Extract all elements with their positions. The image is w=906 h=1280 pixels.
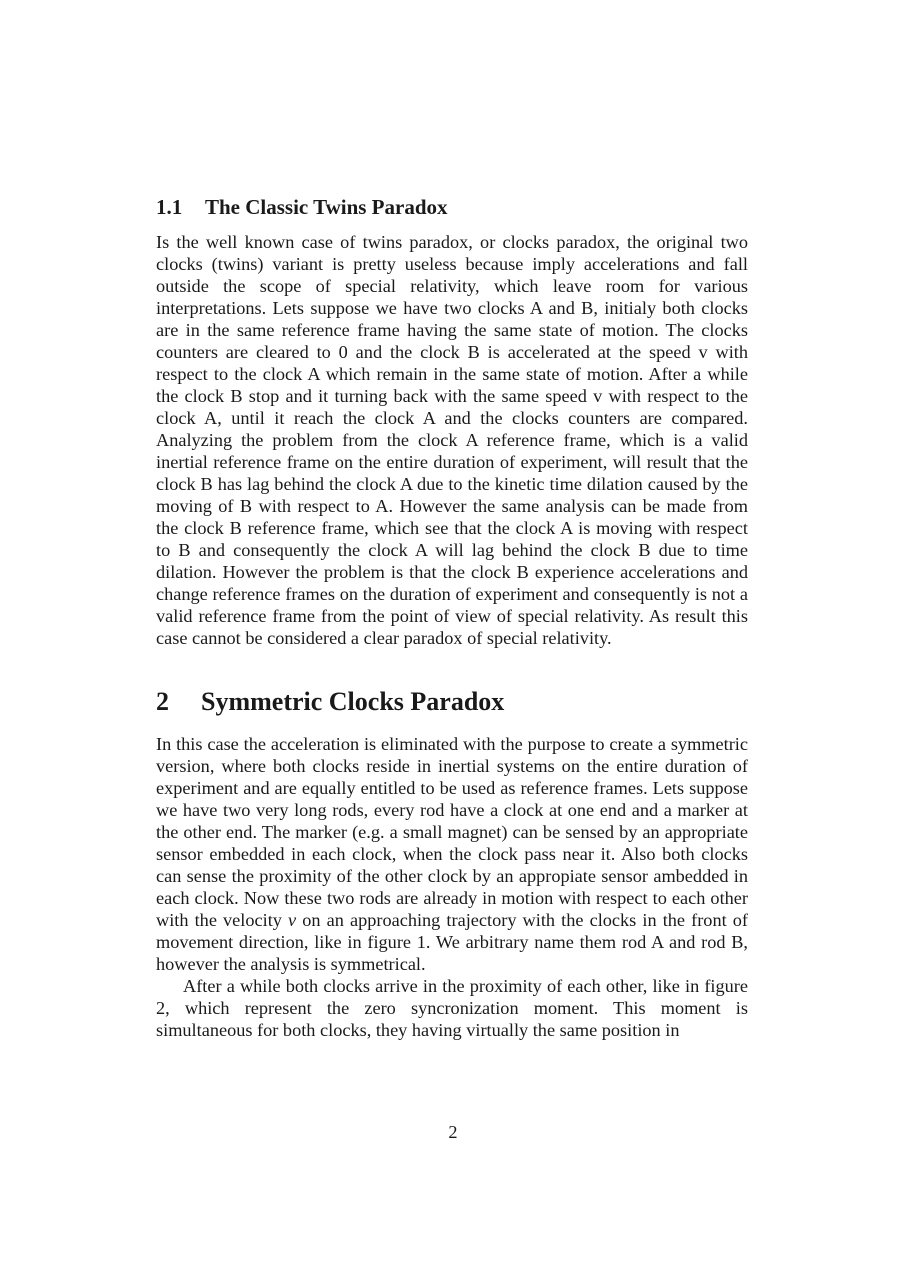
page-number: 2	[448, 1122, 458, 1142]
velocity-symbol: v	[288, 910, 297, 930]
subsection-heading	[156, 193, 748, 221]
paragraph-text: on an approaching trajectory with the clocks in the front of movement direction, like in figure 1. We arbitrary name them rod A and rod B, however the analysis is symmetrical.	[156, 910, 748, 974]
section-heading	[156, 685, 748, 719]
section-paragraph-1	[156, 733, 748, 975]
subsection-paragraph: Is the well known case of twins paradox, or clocks paradox, the original two clocks (twins) variant is pretty useless because imply accelerations and fall outside the scope of special relativity, which leave room for various interpretations. Lets suppose we have two clocks A and B, initialy both clocks are in the same reference frame having the same state of motion. The clocks counters are cleared to 0 and the clock B is accelerated at the speed v with respect to the clock A which remain in the same state of motion. After a while the clock B stop and it turning back with the same speed v with respect to the clock A, until it reach the clock A and the clocks counters are compared. Analyzing the problem from the clock A reference frame, which is a valid inertial reference frame on the entire duration of experiment, will result that the clock B has lag behind the clock A due to the kinetic time dilation caused by the moving of B with respect to A. However the same analysis can be made from the clock B reference frame, which see that the clock A is moving with respect to B and consequently the clock A will lag behind the clock B due to time dilation. However the problem is that the clock B experience accelerations and change reference frames on the duration of experiment and consequently is not a valid reference frame from the point of view of special relativity. As result this case cannot be considered a clear paradox of special relativity.	[156, 232, 748, 648]
subsection-title: The Classic Twins Paradox	[205, 195, 448, 219]
subsection-number: 1.1	[156, 195, 183, 219]
paragraph-text: In this case the acceleration is eliminated with the purpose to create a symmetric version, where both clocks reside in inertial systems on the entire duration of experiment and are equally entitled to be used as reference frames. Lets suppose we have two very long rods, every rod have a clock at one end and a marker at the other end. The marker (e.g. a small magnet) can be sensed by an appropriate sensor embedded in each clock, when the clock pass near it. Also both clocks can sense the proximity of the other clock by an appropiate sensor ambedded in each clock. Now these two rods are already in motion with respect to each other with the velocity	[156, 734, 748, 930]
page-content	[156, 193, 748, 1041]
section-number: 2	[156, 687, 169, 716]
section-title: Symmetric Clocks Paradox	[201, 687, 505, 716]
section-paragraph-2: After a while both clocks arrive in the proximity of each other, like in figure 2, which represent the zero syncronization moment. This moment is simultaneous for both clocks, they having virtually the same position in	[156, 976, 748, 1040]
